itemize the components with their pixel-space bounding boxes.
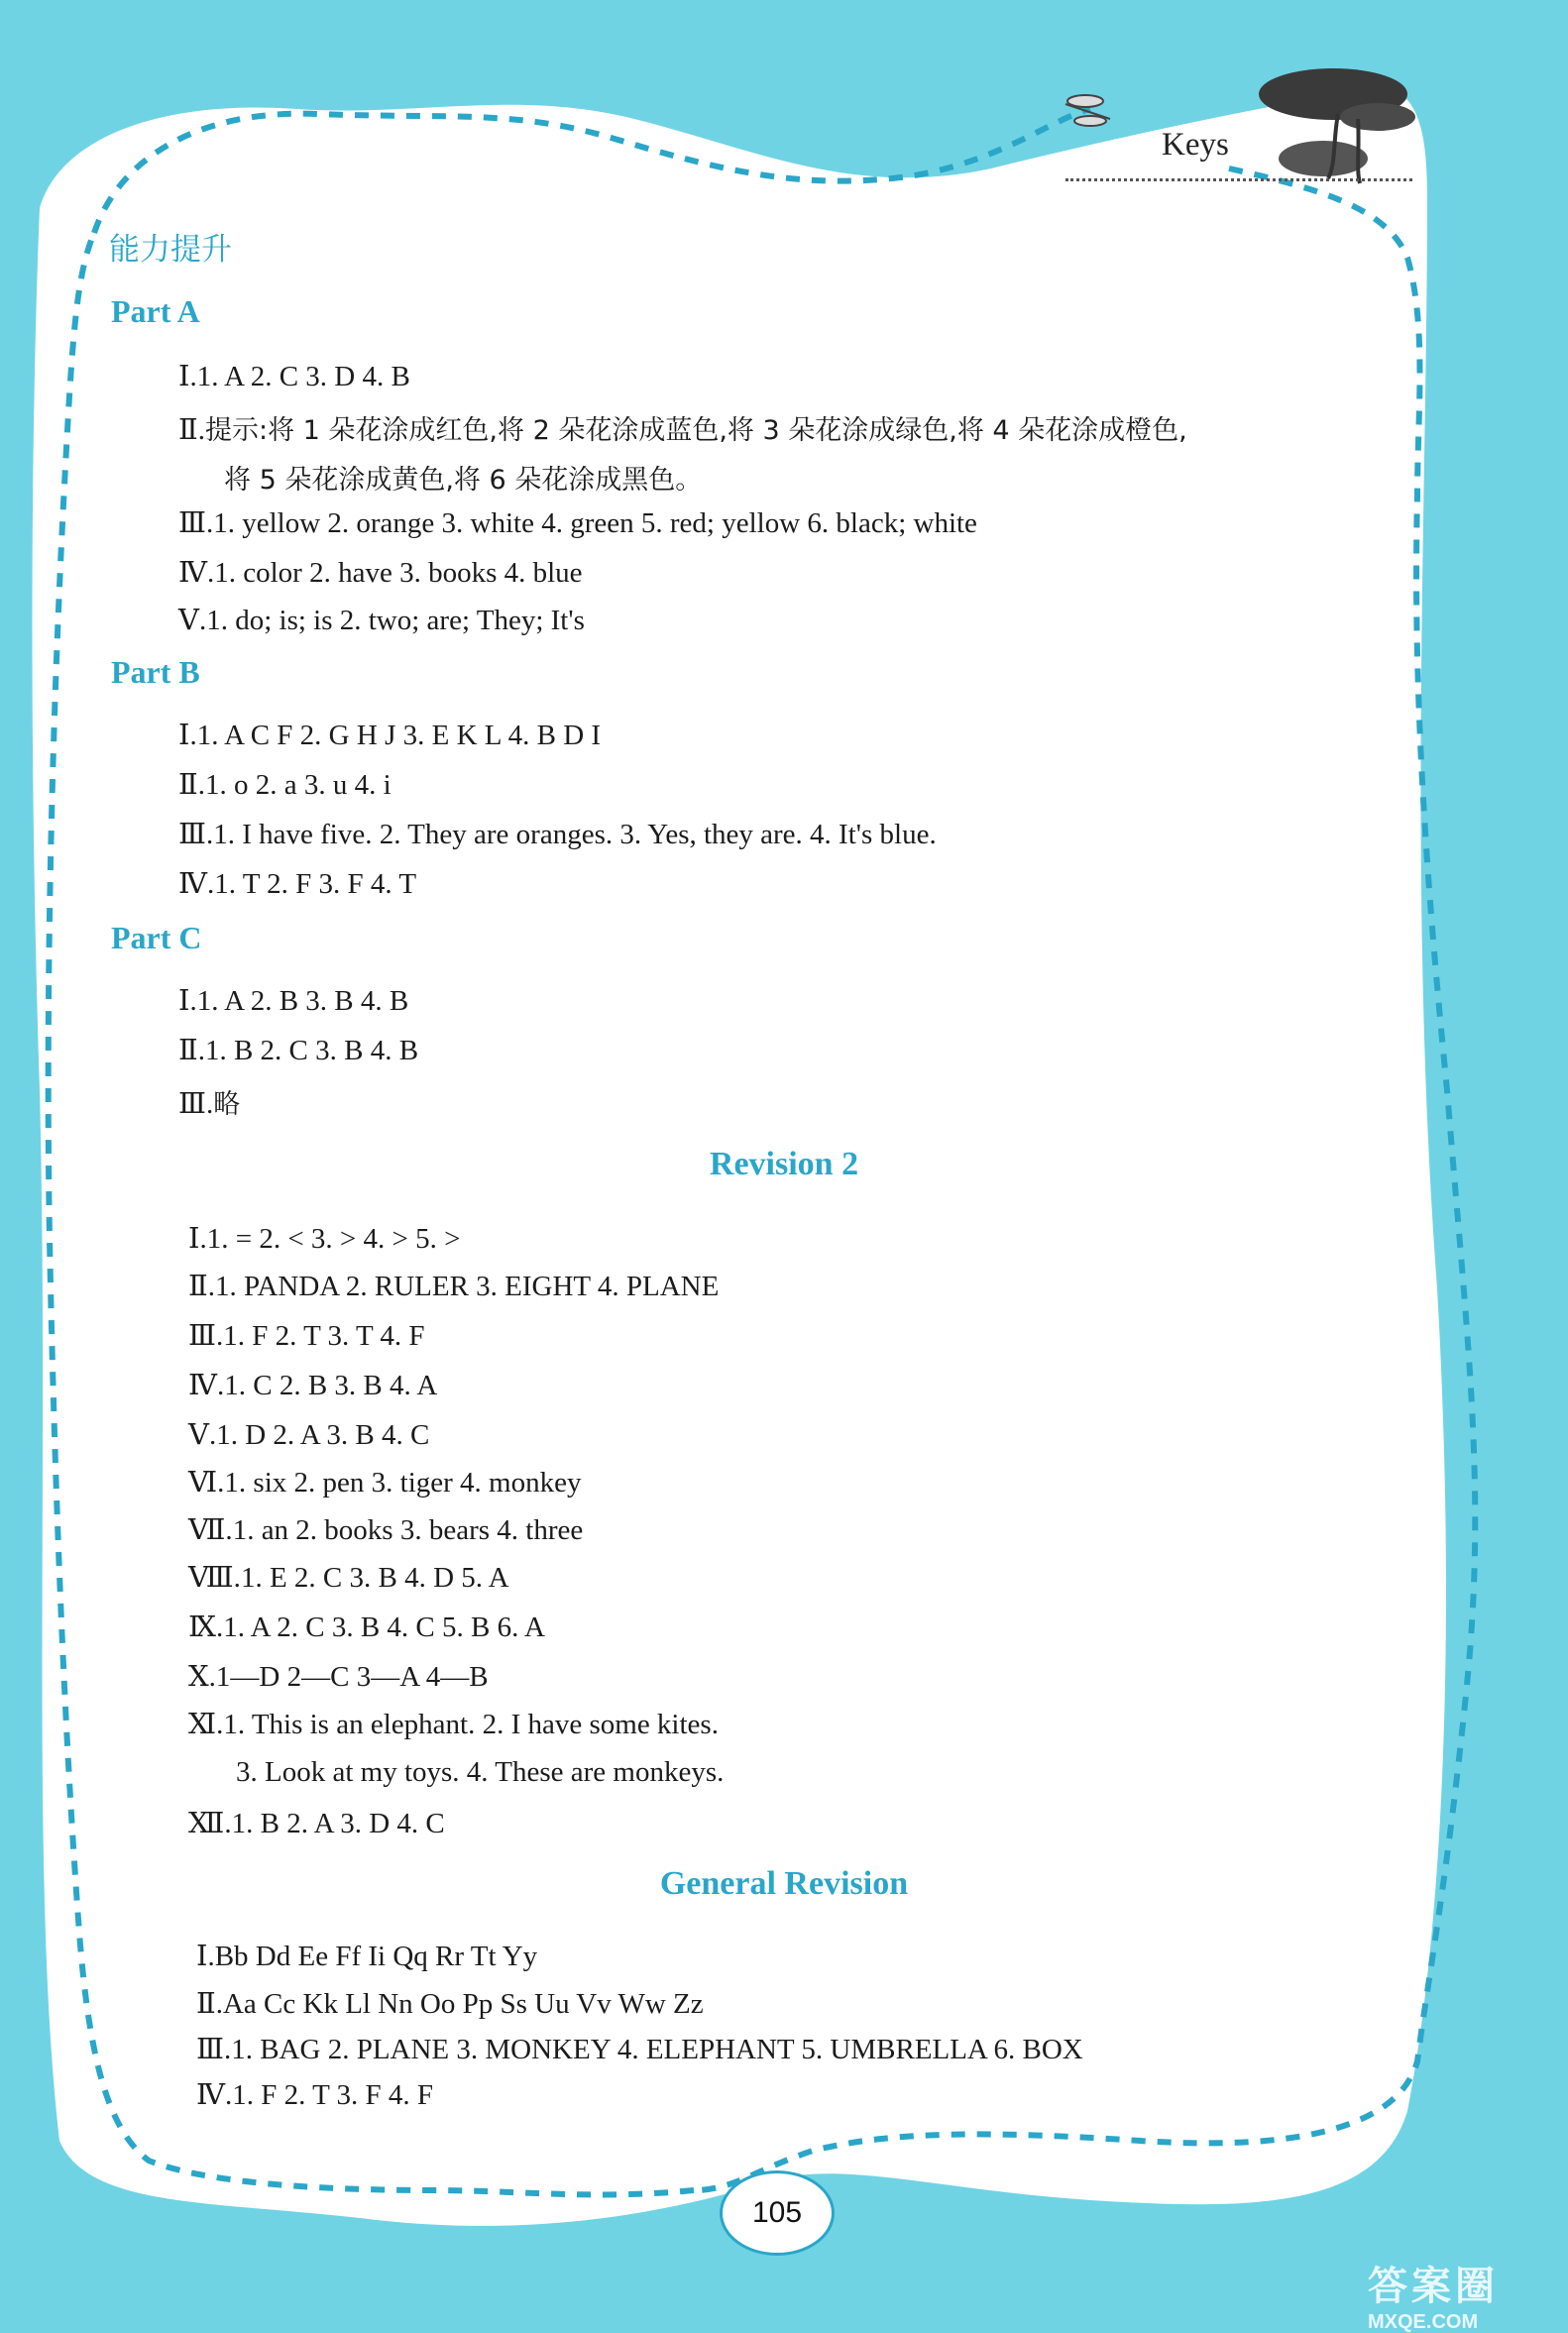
answer-line: Ⅰ.1. = 2. < 3. > 4. > 5. >: [188, 1223, 461, 1255]
revision2-heading: [0, 1146, 1568, 1183]
answer-line: Ⅱ.1. PANDA 2. RULER 3. EIGHT 4. PLANE: [188, 1271, 720, 1302]
answer-line: Ⅻ.1. B 2. A 3. D 4. C: [188, 1808, 445, 1839]
answer-line: Ⅲ.略: [178, 1088, 241, 1120]
answer-line: Ⅰ.1. A C F 2. G H J 3. E K L 4. B D I: [178, 720, 602, 751]
answer-line: Ⅸ.1. A 2. C 3. B 4. C 5. B 6. A: [188, 1611, 545, 1643]
answer-line: Ⅲ.1. I have five. 2. They are oranges. 3. Yes, they are. 4. It's blue.: [178, 819, 937, 850]
answer-line: Ⅳ.1. C 2. B 3. B 4. A: [188, 1370, 438, 1401]
answer-line: Ⅰ.1. A 2. C 3. D 4. B: [178, 361, 410, 392]
answer-line: Ⅱ.1. o 2. a 3. u 4. i: [178, 769, 392, 801]
part-b-title: Part B: [111, 654, 200, 690]
answer-line: Ⅲ.1. yellow 2. orange 3. white 4. green 5. red; yellow 6. black; white: [178, 507, 977, 539]
answer-line: Ⅴ.1. D 2. A 3. B 4. C: [188, 1419, 430, 1451]
section-title-nengli: 能力提升: [109, 232, 232, 268]
general-revision-title: General Revision: [659, 1865, 909, 1902]
watermark: [1368, 2255, 1561, 2333]
answer-line: Ⅹ.1—D 2—C 3—A 4—B: [188, 1661, 489, 1693]
header-title: Keys: [1162, 127, 1229, 163]
page-number-badge: [720, 2170, 833, 2254]
answer-line: 将 5 朵花涂成黄色,将 6 朵花涂成黑色。: [224, 465, 703, 496]
header-dotted-rule: [1065, 178, 1412, 181]
revision2-title: Revision 2: [709, 1146, 859, 1182]
page-number: 105: [720, 2170, 835, 2256]
answer-line: Ⅴ.1. do; is; is 2. two; are; They; It's: [178, 605, 585, 636]
answer-line: Ⅰ.Bb Dd Ee Ff Ii Qq Rr Tt Yy: [196, 1941, 538, 1972]
watermark-line2: MXQE.COM: [1368, 2311, 1479, 2333]
answer-line: Ⅲ.1. F 2. T 3. T 4. F: [188, 1320, 425, 1352]
watermark-line1: 答案圈: [1368, 2265, 1499, 2308]
answer-line: Ⅷ.1. E 2. C 3. B 4. D 5. A: [188, 1562, 509, 1594]
answer-line: Ⅲ.1. BAG 2. PLANE 3. MONKEY 4. ELEPHANT 5. UMBRELLA 6. BOX: [196, 2034, 1083, 2065]
part-c-title: Part C: [111, 920, 202, 955]
answer-line: Ⅱ.提示:将 1 朵花涂成红色,将 2 朵花涂成蓝色,将 3 朵花涂成绿色,将 4 朵花涂成橙色,: [178, 414, 1187, 446]
part-a-title: Part A: [111, 293, 200, 329]
answer-line: Ⅱ.Aa Cc Kk Ll Nn Oo Pp Ss Uu Vv Ww Zz: [196, 1988, 704, 2020]
answer-line: Ⅺ.1. This is an elephant. 2. I have some kites.: [188, 1709, 719, 1740]
answer-line: 3. Look at my toys. 4. These are monkeys.: [236, 1756, 725, 1788]
answer-line: Ⅰ.1. A 2. B 3. B 4. B: [178, 985, 409, 1017]
answer-line: Ⅶ.1. an 2. books 3. bears 4. three: [188, 1514, 584, 1546]
answer-line: Ⅱ.1. B 2. C 3. B 4. B: [178, 1035, 419, 1066]
answer-line: Ⅳ.1. F 2. T 3. F 4. F: [196, 2079, 434, 2111]
answer-line: Ⅳ.1. T 2. F 3. F 4. T: [178, 868, 417, 900]
answer-line: Ⅳ.1. color 2. have 3. books 4. blue: [178, 557, 583, 589]
answer-line: Ⅵ.1. six 2. pen 3. tiger 4. monkey: [188, 1467, 582, 1499]
general-revision-heading: [0, 1865, 1568, 1903]
